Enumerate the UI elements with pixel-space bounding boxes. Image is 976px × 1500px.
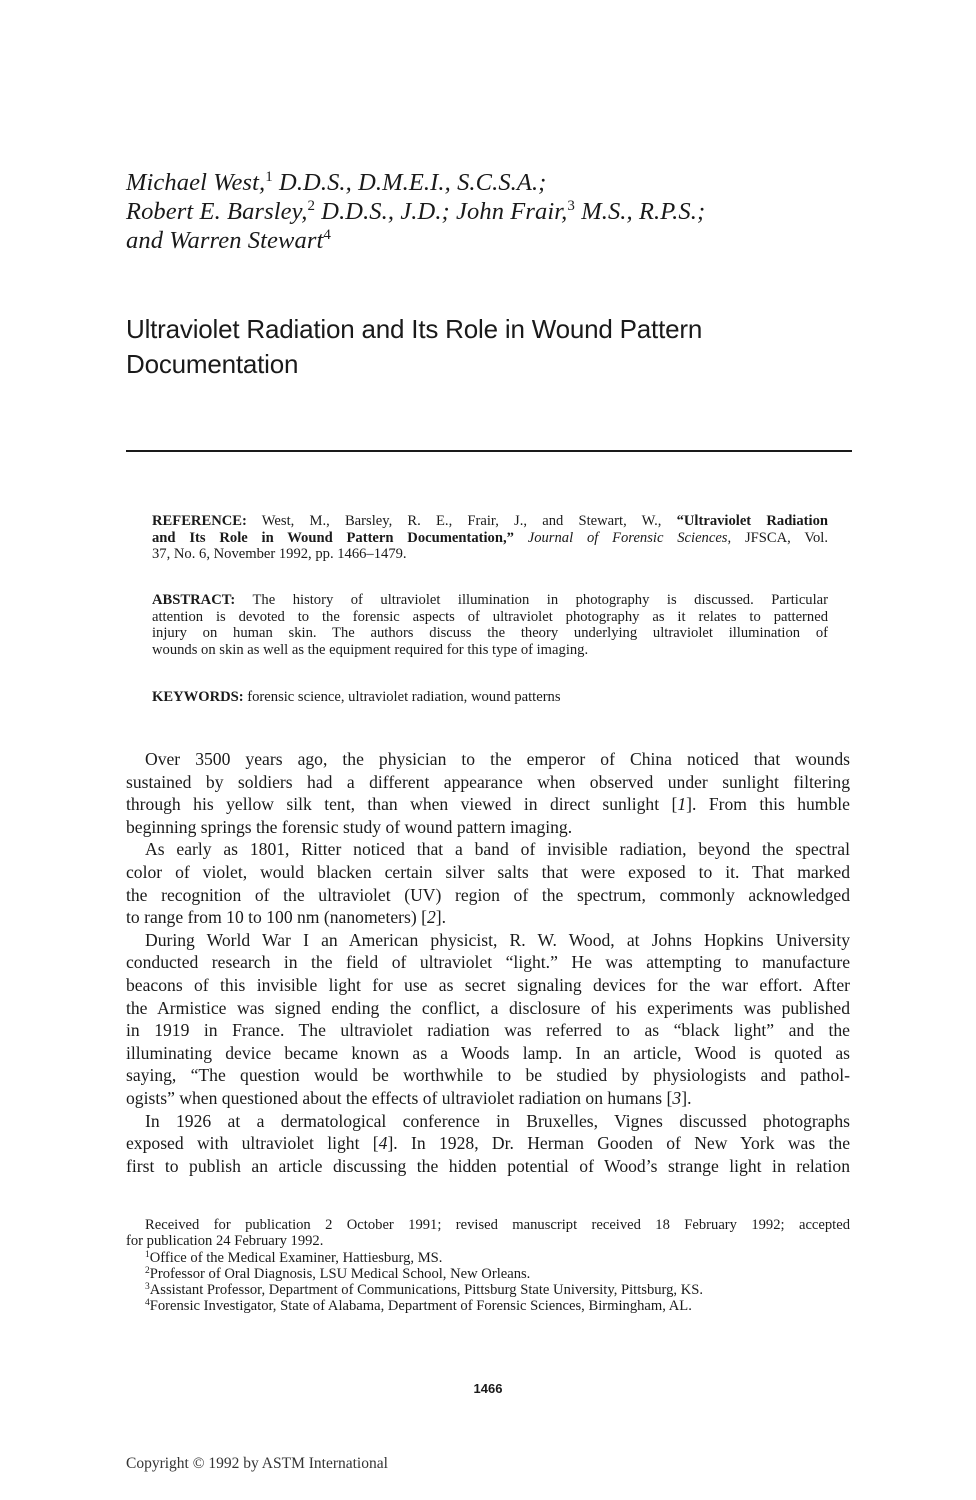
abstract-block (152, 592, 828, 658)
body-line: color of violet, would blacken certain silver salts that were exposed to it. That marked (126, 861, 850, 882)
body-text (126, 748, 850, 1177)
author-credentials: D.D.S., D.M.E.I., S.C.S.A.; (272, 169, 547, 196)
citation-ref: 1 (677, 794, 687, 815)
author-line-3 (126, 226, 866, 255)
footnote-text: Professor of Oral Diagnosis, LSU Medical School, New Orleans. (149, 1265, 531, 1282)
affiliation-marker: 3 (567, 198, 575, 214)
reference-article-title: “Ultraviolet Radiation (676, 513, 828, 529)
author-name: Michael West, (126, 169, 266, 196)
abstract-label: ABSTRACT: (152, 592, 236, 608)
affiliation-marker: 4 (323, 227, 331, 243)
author-name: Robert E. Barsley, (126, 198, 308, 225)
reference-text: , JFSCA, Vol. (727, 529, 828, 546)
footnote-text: Assistant Professor, Department of Communications, Pittsburg State University, Pittsburg, KS. (149, 1282, 704, 1299)
reference-line (152, 513, 828, 530)
body-text-run: ogists” when questioned about the effects of ultraviolet radiation on humans [ (126, 1087, 673, 1108)
affiliation-marker: 1 (265, 169, 273, 185)
keywords-text: forensic science, ultraviolet radiation, wound patterns (243, 689, 561, 705)
received-note: Received for publication 2 October 1991; revised manuscript received 18 February 1992; accepted (145, 1217, 850, 1233)
body-line: In 1926 at a dermatological conference in Bruxelles, Vignes discussed photographs (145, 1110, 850, 1131)
body-text-run: ]. From this humble (686, 794, 850, 815)
footnote-4 (126, 1298, 850, 1314)
page-number: 1466 (473, 1381, 503, 1396)
reference-block (152, 513, 828, 563)
author-name: and Warren Stewart (126, 227, 324, 254)
author-credentials: M.S., R.P.S.; (575, 198, 706, 225)
body-text-run: to range from 10 to 100 nm (nanometers) [ (126, 907, 427, 928)
abstract-line (152, 592, 828, 609)
title-divider (126, 450, 852, 452)
footnote-marker: 3 (145, 1282, 150, 1293)
body-line (126, 793, 850, 816)
citation-ref: 3 (672, 1087, 682, 1108)
body-line: During World War I an American physicist, R. W. Wood, at Johns Hopkins University (145, 929, 850, 950)
body-line (126, 1087, 850, 1110)
citation-ref: 2 (426, 907, 436, 928)
abstract-text: The history of ultraviolet illumination in photography is discussed. Particular (235, 592, 828, 608)
footnote-marker: 1 (145, 1249, 150, 1260)
reference-article-title: and Its Role in Wound Pattern Documentation,” (152, 529, 514, 546)
body-line: As early as 1801, Ritter noticed that a band of invisible radiation, beyond the spectral (145, 839, 850, 860)
body-text-run: ]. (435, 907, 447, 928)
body-line: in 1919 in France. The ultraviolet radiation was referred to as “black light” and the (126, 1020, 850, 1041)
received-note: for publication 24 February 1992. (126, 1233, 324, 1250)
footnote-text: Office of the Medical Examiner, Hattiesburg, MS. (149, 1249, 443, 1266)
footnotes (126, 1217, 850, 1315)
body-line: first to publish an article discussing the hidden potential of Wood’s strange light in relation (126, 1155, 850, 1176)
footnote-1 (126, 1250, 850, 1266)
citation-ref: 4 (378, 1133, 388, 1154)
body-text-run: through his yellow silk tent, than when viewed in direct sunlight [ (126, 794, 678, 815)
footnote-marker: 2 (145, 1265, 150, 1276)
reference-line: 37, No. 6, November 1992, pp. 1466–1479. (152, 546, 407, 562)
body-text-run: ]. In 1928, Dr. Herman Gooden of New York was the (387, 1133, 850, 1154)
footnote-marker: 4 (145, 1298, 150, 1309)
title-line: Ultraviolet Radiation and Its Role in Wound Pattern (126, 314, 703, 344)
body-line: illuminating device became known as a Woods lamp. In an article, Wood is quoted as (126, 1042, 850, 1063)
body-line (126, 906, 850, 929)
body-line: beginning springs the forensic study of wound pattern imaging. (126, 816, 573, 837)
body-line (126, 1132, 850, 1155)
keywords-label: KEYWORDS: (152, 689, 244, 705)
body-line: conducted research in the field of ultraviolet “light.” He was attempting to manufacture (126, 952, 850, 973)
abstract-line: injury on human skin. The authors discuss the theory underlying ultraviolet illumination of (152, 625, 828, 641)
footnote-3 (126, 1282, 850, 1298)
body-line: sustained by soldiers had a different appearance when observed under sunlight filtering (126, 771, 850, 792)
abstract-line: attention is devoted to the forensic aspects of ultraviolet photography as it relates to patterned (152, 608, 828, 625)
footnote-2 (126, 1266, 850, 1282)
body-text-run: exposed with ultraviolet light [ (126, 1133, 379, 1154)
title-line: Documentation (126, 349, 299, 379)
author-list (126, 168, 866, 255)
author-line-2 (126, 197, 866, 226)
affiliation-marker: 2 (307, 198, 316, 214)
paper-title (126, 312, 846, 382)
author-line-1 (126, 168, 866, 197)
body-line: Over 3500 years ago, the physician to the emperor of China noticed that wounds (145, 749, 850, 769)
reference-label: REFERENCE: (152, 513, 247, 529)
author-credentials: D.D.S., J.D.; John Frair, (315, 198, 568, 225)
copyright-notice: Copyright © 1992 by ASTM International (126, 1455, 388, 1472)
keywords-block (152, 689, 828, 706)
body-line: the recognition of the ultraviolet (UV) region of the spectrum, commonly acknowledged (126, 884, 850, 905)
body-text-run: ]. (681, 1087, 692, 1108)
abstract-line: wounds on skin as well as the equipment required for this type of imaging. (152, 641, 589, 658)
body-line: beacons of this invisible light for use as secret signaling devices for the war effort. After (126, 974, 850, 995)
keywords-line (152, 689, 828, 706)
reference-text: West, M., Barsley, R. E., Frair, J., and Stewart, W., (246, 513, 677, 529)
body-line: saying, “The question would be worthwhile to be studied by physiologists and pathol- (126, 1065, 850, 1086)
reference-line (152, 530, 828, 547)
reference-journal: Journal of Forensic Sciences (513, 529, 728, 546)
body-line: the Armistice was signed ending the conflict, a disclosure of his experiments was published (126, 997, 850, 1018)
footnote-text: Forensic Investigator, State of Alabama, Department of Forensic Sciences, Birmingham, AL. (149, 1298, 692, 1315)
